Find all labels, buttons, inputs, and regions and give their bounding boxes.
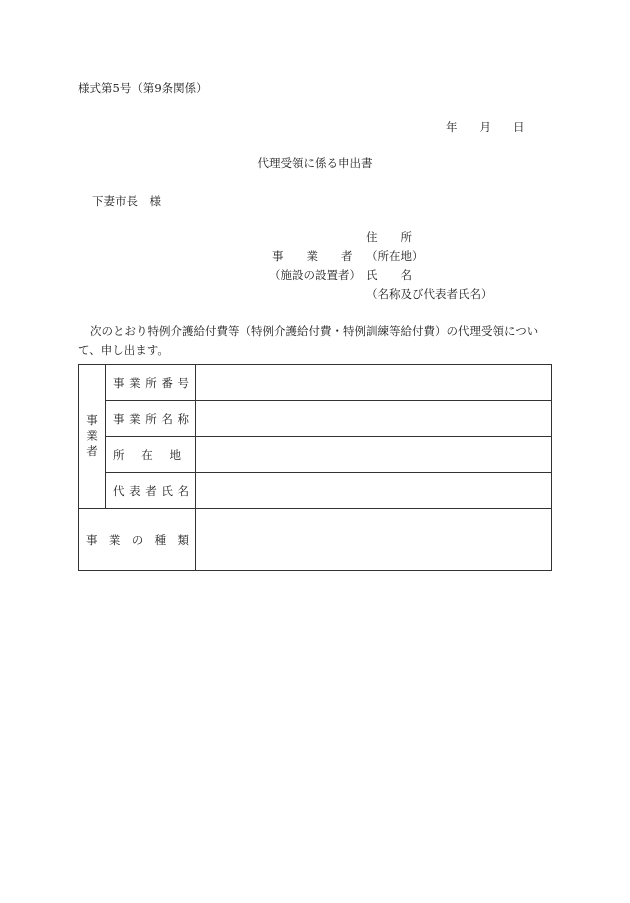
business-kind-field[interactable] bbox=[196, 509, 551, 570]
label-char: 業 bbox=[129, 376, 141, 390]
label-char: 業 bbox=[129, 412, 141, 426]
label-char: 所 bbox=[145, 376, 157, 390]
applicant-name-rep-label: （名称及び代表者氏名） bbox=[366, 287, 493, 301]
business-info-table bbox=[78, 364, 552, 571]
label-char: 名 bbox=[161, 412, 173, 426]
label-char: 所 bbox=[113, 448, 125, 462]
applicant-business-label: 事 業 者 bbox=[272, 249, 353, 263]
office-number-field[interactable] bbox=[196, 365, 551, 400]
office-location-field[interactable] bbox=[196, 437, 551, 472]
label-char: 号 bbox=[177, 376, 189, 390]
office-location-label bbox=[106, 437, 195, 473]
label-char: 業 bbox=[108, 533, 121, 547]
addressee: 下妻市長 様 bbox=[92, 194, 161, 208]
label-char: 称 bbox=[177, 412, 189, 426]
applicant-address-label: 住 所 bbox=[366, 230, 412, 244]
date-line bbox=[446, 119, 525, 135]
label-char: 番 bbox=[161, 376, 173, 390]
label-char: 事 bbox=[86, 533, 98, 547]
body-paragraph: 次のとおり特例介護給付費等（特例介護給付費・特例訓練等給付費）の代理受領について、申し出ます。 bbox=[78, 324, 539, 357]
office-number-label bbox=[106, 365, 195, 401]
office-name-label bbox=[106, 401, 195, 437]
label-char: 事 bbox=[113, 376, 125, 390]
date-day: 日 bbox=[513, 120, 525, 134]
business-side-label: 事業者 bbox=[85, 413, 99, 461]
label-char: 在 bbox=[141, 448, 153, 462]
label-char: の bbox=[131, 533, 144, 547]
label-char: 種 bbox=[154, 533, 167, 547]
representative-name-label bbox=[106, 473, 195, 509]
label-char: 類 bbox=[177, 533, 189, 547]
applicant-facility-label: （施設の設置者） bbox=[269, 268, 361, 282]
business-kind-label bbox=[79, 509, 195, 571]
label-char: 表 bbox=[129, 484, 141, 498]
date-year: 年 bbox=[446, 120, 458, 134]
form-number: 様式第5号（第9条関係） bbox=[78, 81, 208, 95]
applicant-name-label: 氏 名 bbox=[366, 268, 412, 282]
label-char: 名 bbox=[177, 484, 189, 498]
date-month: 月 bbox=[479, 120, 491, 134]
label-char: 氏 bbox=[161, 484, 173, 498]
representative-name-field[interactable] bbox=[196, 473, 551, 508]
document-title: 代理受領に係る申出書 bbox=[257, 156, 373, 170]
label-char: 地 bbox=[169, 448, 181, 462]
label-char: 代 bbox=[113, 484, 125, 498]
applicant-location-label: （所在地） bbox=[366, 249, 424, 263]
label-char: 事 bbox=[113, 412, 125, 426]
label-char: 者 bbox=[145, 484, 157, 498]
office-name-field[interactable] bbox=[196, 401, 551, 436]
label-char: 所 bbox=[145, 412, 157, 426]
